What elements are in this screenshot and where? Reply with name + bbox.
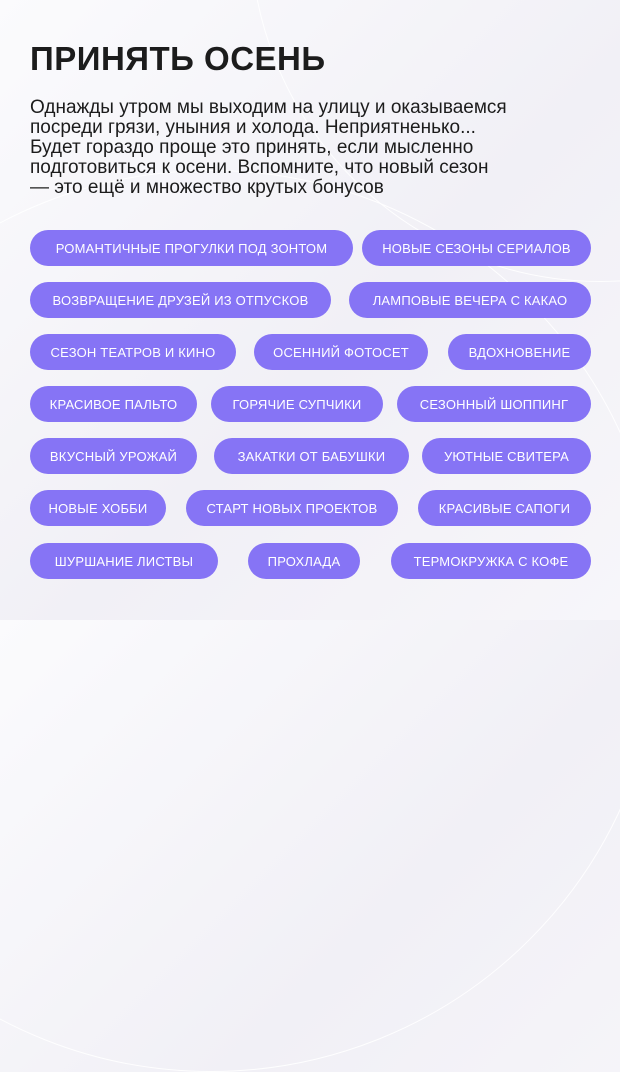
chip-beautiful-boots: КРАСИВЫЕ САПОГИ	[418, 490, 591, 526]
chip-inspiration: ВДОХНОВЕНИЕ	[448, 334, 591, 370]
chip-new-seasons: НОВЫЕ СЕЗОНЫ СЕРИАЛОВ	[362, 230, 591, 266]
page-title: ПРИНЯТЬ ОСЕНЬ	[30, 40, 326, 77]
chip-hot-soups: ГОРЯЧИЕ СУПЧИКИ	[211, 386, 383, 422]
chip-rustling-leaves: ШУРШАНИЕ ЛИСТВЫ	[30, 543, 218, 579]
chip-theater-cinema: СЕЗОН ТЕАТРОВ И КИНО	[30, 334, 236, 370]
intro-line: подготовиться к осени. Вспомните, что новый сезон	[30, 157, 489, 178]
intro-line: Будет гораздо проще это принять, если мысленно	[30, 137, 474, 158]
chip-new-projects: СТАРТ НОВЫХ ПРОЕКТОВ	[186, 490, 398, 526]
intro-line: посреди грязи, уныния и холода. Неприятненько...	[30, 117, 476, 138]
chip-harvest: ВКУСНЫЙ УРОЖАЙ	[30, 438, 197, 474]
chip-thermos-coffee: ТЕРМОКРУЖКА С КОФЕ	[391, 543, 591, 579]
chip-romantic-walks: РОМАНТИЧНЫЕ ПРОГУЛКИ ПОД ЗОНТОМ	[30, 230, 353, 266]
chip-grandma-preserves: ЗАКАТКИ ОТ БАБУШКИ	[214, 438, 409, 474]
chip-friends-return: ВОЗВРАЩЕНИЕ ДРУЗЕЙ ИЗ ОТПУСКОВ	[30, 282, 331, 318]
chip-seasonal-shopping: СЕЗОННЫЙ ШОППИНГ	[397, 386, 591, 422]
chip-new-hobbies: НОВЫЕ ХОББИ	[30, 490, 166, 526]
chip-cozy-sweaters: УЮТНЫЕ СВИТЕРА	[422, 438, 591, 474]
intro-line: Однажды утром мы выходим на улицу и оказываемся	[30, 97, 507, 118]
chip-cocoa-evenings: ЛАМПОВЫЕ ВЕЧЕРА С КАКАО	[349, 282, 591, 318]
chip-beautiful-coat: КРАСИВОЕ ПАЛЬТО	[30, 386, 197, 422]
chip-photoshoot: ОСЕННИЙ ФОТОСЕТ	[254, 334, 428, 370]
chip-coolness: ПРОХЛАДА	[248, 543, 360, 579]
intro-line: — это ещё и множество крутых бонусов	[30, 177, 384, 198]
